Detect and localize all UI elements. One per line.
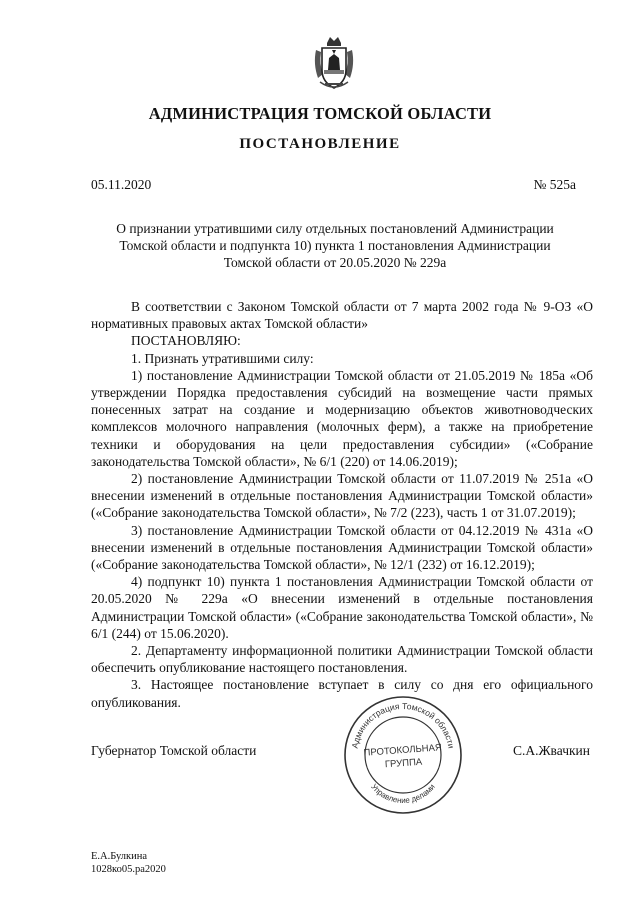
document-number: № 525а bbox=[533, 177, 576, 192]
subject-line: Томской области и подпункта 10) пункта 1 постановления Администрации bbox=[119, 238, 551, 253]
stamp-ring-text: Администрация Томской области bbox=[349, 700, 457, 750]
executor-name: Е.А.Булкина bbox=[91, 851, 148, 862]
official-stamp bbox=[341, 693, 465, 817]
stamp-center-line: ПРОТОКОЛЬНАЯ bbox=[363, 742, 443, 759]
stamp-center-line: ГРУППА bbox=[384, 756, 423, 771]
decree-word: ПОСТАНОВЛЯЮ: bbox=[131, 333, 241, 349]
document-type: ПОСТАНОВЛЕНИЕ bbox=[239, 136, 401, 152]
organization-title: АДМИНИСТРАЦИЯ ТОМСКОЙ ОБЛАСТИ bbox=[148, 104, 492, 123]
item-1-2: 2) постановление Администрации Томской области от 11.07.2019 № 251а «О внесении изменений в отдельные постановления Администрации Томской области» («Собрание законодательства Томской области», № 7/2 (223), часть 1 от 31.07.2019); bbox=[91, 471, 593, 521]
executor-info bbox=[91, 850, 166, 876]
item-1-4: 4) подпункт 10) пункта 1 постановления Администрации Томской области от 20.05.2020 № 229а «О внесении изменений в отдельные постановления Администрации Томской области» («Собрание законодательства Томской области», № 6/1 (244) от 15.06.2020). bbox=[91, 574, 593, 641]
stamp-bottom-text: Управление делами bbox=[369, 782, 437, 806]
item-1-1: 1) постановление Администрации Томской области от 21.05.2019 № 185а «Об утверждении Порядка предоставления субсидий на возмещение части прямых понесенных затрат на создание и модернизацию объектов животноводческих комплексов молочного направления (молочных ферм), а также на приобретение техники и оборудования на цели предоставления субсидии» («Собрание законодательства Томской области», № 6/1 (220) от 14.06.2019); bbox=[91, 367, 593, 469]
document-body bbox=[91, 298, 593, 711]
signatory-position: Губернатор Томской области bbox=[91, 743, 257, 758]
item-1: 1. Признать утратившими силу: bbox=[131, 350, 314, 366]
item-1-3: 3) постановление Администрации Томской области от 04.12.2019 № 431а «О внесении изменений в отдельные постановления Администрации Томской области» («Собрание законодательства Томской области», № 12/1 (232) от 16.12.2019); bbox=[91, 522, 593, 573]
preamble: В соответствии с Законом Томской области от 7 марта 2002 года № 9-ОЗ «О нормативных правовых актах Томской области» bbox=[91, 299, 593, 332]
subject-line: Томской области от 20.05.2020 № 229а bbox=[223, 255, 447, 270]
item-2: 2. Департаменту информационной политики Администрации Томской области обеспечить опубликование настоящего постановления. bbox=[91, 643, 593, 676]
document-subject bbox=[90, 220, 580, 271]
coat-of-arms-icon bbox=[310, 34, 358, 94]
signatory-name: С.А.Жвачкин bbox=[512, 743, 590, 758]
document-date: 05.11.2020 bbox=[91, 177, 152, 192]
subject-line: О признании утратившими силу отдельных постановлений Администрации bbox=[116, 221, 554, 236]
executor-code: 1028ко05.ра2020 bbox=[91, 864, 166, 875]
item-3: 3. Настоящее постановление вступает в силу со дня его официального опубликования. bbox=[91, 677, 593, 710]
svg-text:Управление делами bbox=[369, 782, 437, 805]
